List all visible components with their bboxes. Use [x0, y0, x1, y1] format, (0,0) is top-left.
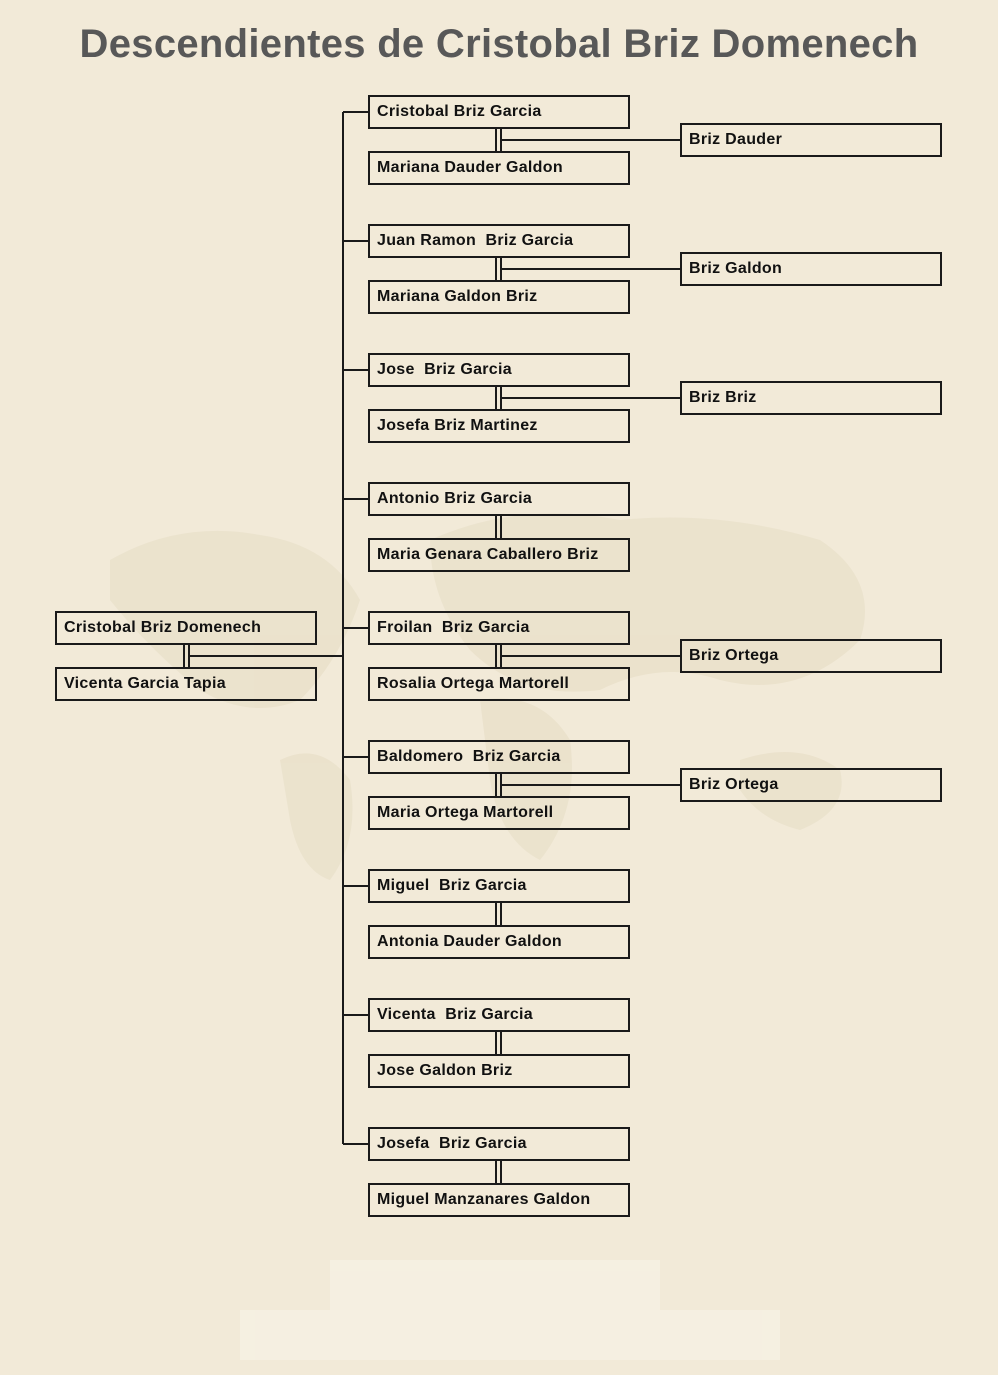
child-2-person-box: Juan Ramon Briz Garcia: [368, 224, 630, 258]
child-9-person-box: Josefa Briz Garcia: [368, 1127, 630, 1161]
root-person-box: Cristobal Briz Domenech: [55, 611, 317, 645]
child-7-spouse-box: Antonia Dauder Galdon: [368, 925, 630, 959]
child-1-spouse-box: Mariana Dauder Galdon: [368, 151, 630, 185]
child-1-offspring-box: Briz Dauder: [680, 123, 942, 157]
child-3-person-box: Jose Briz Garcia: [368, 353, 630, 387]
child-6-person-box: Baldomero Briz Garcia: [368, 740, 630, 774]
child-3-spouse-box: Josefa Briz Martinez: [368, 409, 630, 443]
child-5-offspring-box: Briz Ortega: [680, 639, 942, 673]
child-4-person-box: Antonio Briz Garcia: [368, 482, 630, 516]
child-5-spouse-box: Rosalia Ortega Martorell: [368, 667, 630, 701]
child-2-spouse-box: Mariana Galdon Briz: [368, 280, 630, 314]
child-5-person-box: Froilan Briz Garcia: [368, 611, 630, 645]
child-8-person-box: Vicenta Briz Garcia: [368, 998, 630, 1032]
child-9-spouse-box: Miguel Manzanares Galdon: [368, 1183, 630, 1217]
child-7-person-box: Miguel Briz Garcia: [368, 869, 630, 903]
page-title: Descendientes de Cristobal Briz Domenech: [79, 22, 919, 66]
child-8-spouse-box: Jose Galdon Briz: [368, 1054, 630, 1088]
root-spouse-box: Vicenta Garcia Tapia: [55, 667, 317, 701]
child-3-offspring-box: Briz Briz: [680, 381, 942, 415]
child-6-offspring-box: Briz Ortega: [680, 768, 942, 802]
child-1-person-box: Cristobal Briz Garcia: [368, 95, 630, 129]
child-2-offspring-box: Briz Galdon: [680, 252, 942, 286]
child-6-spouse-box: Maria Ortega Martorell: [368, 796, 630, 830]
child-4-spouse-box: Maria Genara Caballero Briz: [368, 538, 630, 572]
